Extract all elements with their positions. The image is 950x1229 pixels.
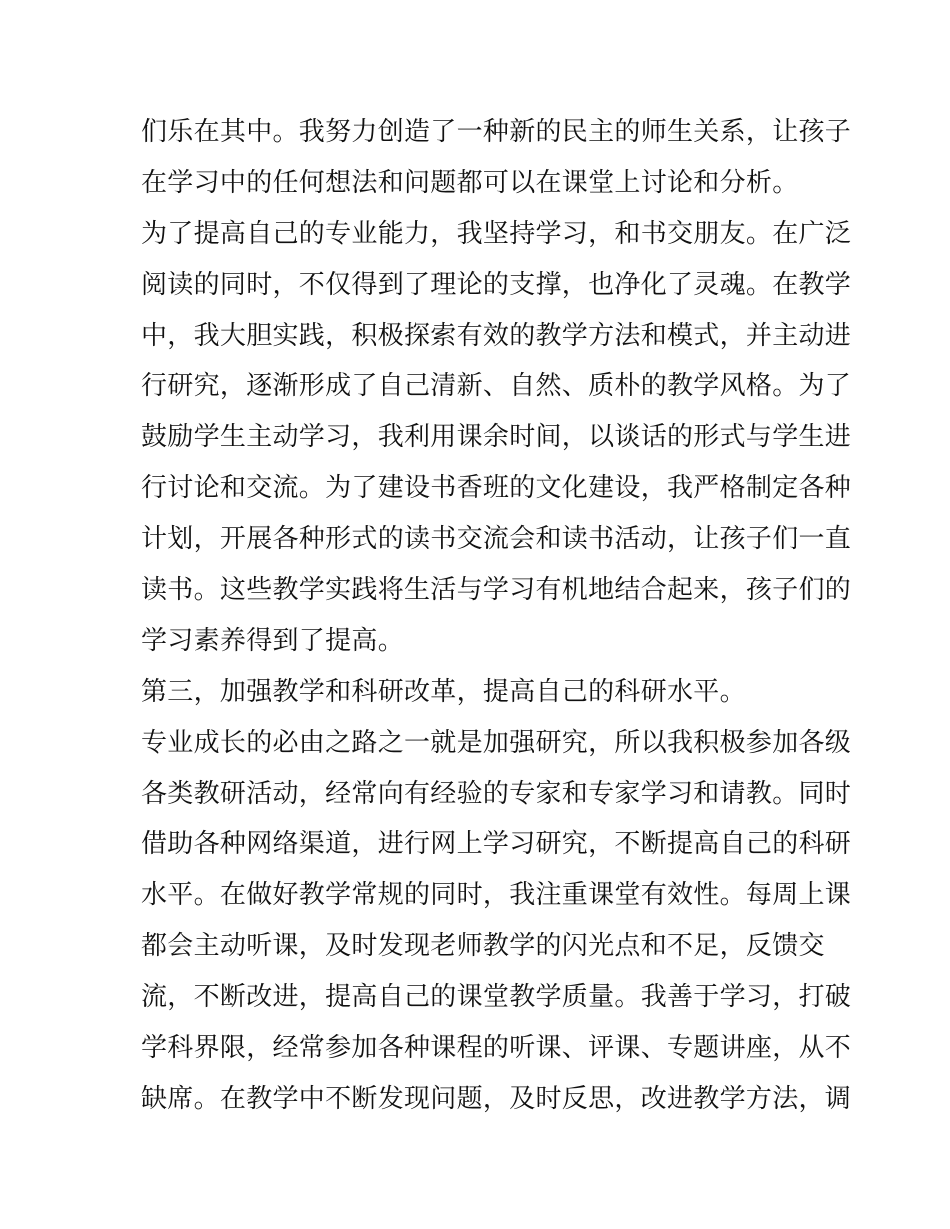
text-line: 学习素养得到了提高。 [141,625,405,656]
text-line: 鼓励学生主动学习，我利用课余时间，以谈话的形式与学生进 [141,422,852,453]
text-line: 专业成长的必由之路之一就是加强研究，所以我积极参加各级 [141,727,852,758]
text-line: 中，我大胆实践，积极探索有效的教学方法和模式，并主动进 [141,320,852,351]
text-line: 行研究，逐渐形成了自己清新、自然、质朴的教学风格。为了 [141,371,852,402]
text-line: 借助各种网络渠道，进行网上学习研究，不断提高自己的科研 [141,829,852,860]
text-line: 们乐在其中。我努力创造了一种新的民主的师生关系，让孩子 [141,117,852,147]
text-line: 缺席。在教学中不断发现问题，及时反思，改进教学方法，调 [141,1083,852,1114]
document-body [141,107,852,1125]
text-line: 学科界限，经常参加各种课程的听课、评课、专题讲座，从不 [141,1033,852,1064]
text-line: 行讨论和交流。为了建设书香班的文化建设，我严格制定各种 [141,473,852,504]
text-line: 为了提高自己的专业能力，我坚持学习，和书交朋友。在广泛 [141,218,852,249]
text-line: 阅读的同时，不仅得到了理论的支撑，也净化了灵魂。在教学 [141,269,852,300]
section-heading: 第三，加强教学和科研改革，提高自己的科研水平。 [141,676,746,707]
text-line: 都会主动听课，及时发现老师教学的闪光点和不足，反馈交 [141,931,825,962]
text-line: 各类教研活动，经常向有经验的专家和专家学习和请教。同时 [141,778,852,809]
text-line: 水平。在做好教学常规的同时，我注重课堂有效性。每周上课 [141,880,852,911]
text-line: 计划，开展各种形式的读书交流会和读书活动，让孩子们一直 [141,524,852,555]
text-line: 在学习中的任何想法和问题都可以在课堂上讨论和分析。 [141,167,799,198]
text-line: 读书。这些教学实践将生活与学习有机地结合起来，孩子们的 [141,575,852,606]
text-line: 流，不断改进，提高自己的课堂教学质量。我善于学习，打破 [141,982,852,1013]
